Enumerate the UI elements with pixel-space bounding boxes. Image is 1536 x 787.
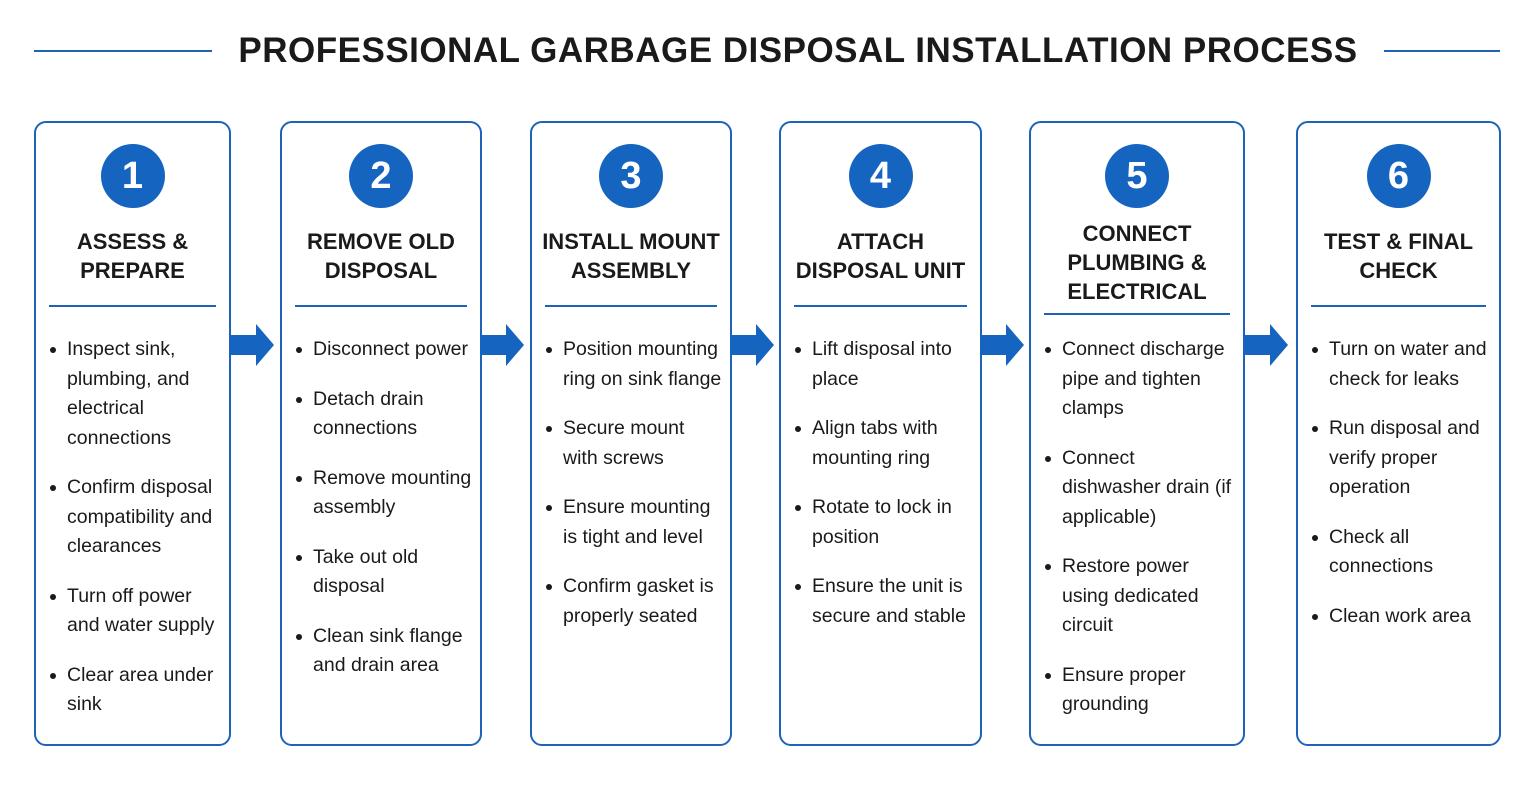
title-row bbox=[0, 28, 1536, 74]
step-heading-line: INSTALL MOUNT bbox=[542, 229, 720, 254]
step-heading-line: PLUMBING & bbox=[1067, 250, 1207, 275]
step-heading bbox=[1304, 227, 1493, 285]
step-heading-line: CHECK bbox=[1359, 258, 1438, 283]
step-item-list bbox=[544, 335, 724, 651]
step-item: Connect dishwasher drain (if applicable) bbox=[1043, 444, 1237, 533]
step-number-badge: 1 bbox=[101, 144, 165, 208]
step-item: Position mounting ring on sink flange bbox=[544, 335, 724, 394]
arrow-right-icon bbox=[980, 322, 1026, 368]
step-item: Align tabs with mounting ring bbox=[793, 414, 974, 473]
step-card-3 bbox=[530, 121, 732, 746]
step-heading bbox=[787, 227, 974, 285]
step-heading-line: TEST & FINAL bbox=[1323, 229, 1474, 254]
step-number-badge: 5 bbox=[1105, 144, 1169, 208]
step-divider bbox=[295, 305, 467, 307]
step-item-list bbox=[294, 335, 474, 701]
step-number-badge: 2 bbox=[349, 144, 413, 208]
step-card-1 bbox=[34, 121, 231, 746]
step-card-2 bbox=[280, 121, 482, 746]
step-heading-line: DISPOSAL bbox=[324, 258, 438, 283]
arrow-right-icon bbox=[230, 322, 276, 368]
step-item: Clear area under sink bbox=[48, 661, 223, 720]
step-item: Lift disposal into place bbox=[793, 335, 974, 394]
step-item: Ensure the unit is secure and stable bbox=[793, 572, 974, 631]
step-item: Turn on water and check for leaks bbox=[1310, 335, 1493, 394]
step-divider bbox=[49, 305, 216, 307]
step-item: Confirm gasket is properly seated bbox=[544, 572, 724, 631]
step-item-list bbox=[1310, 335, 1493, 651]
arrow-right-icon bbox=[1244, 322, 1290, 368]
step-number-badge: 4 bbox=[849, 144, 913, 208]
step-heading-line: ELECTRICAL bbox=[1067, 279, 1207, 304]
step-item: Confirm disposal compatibility and clearances bbox=[48, 473, 223, 562]
step-item: Restore power using dedicated circuit bbox=[1043, 552, 1237, 641]
step-item: Take out old disposal bbox=[294, 543, 474, 602]
step-item: Connect discharge pipe and tighten clamps bbox=[1043, 335, 1237, 424]
step-item: Check all connections bbox=[1310, 523, 1493, 582]
step-heading-line: ATTACH bbox=[836, 229, 925, 254]
step-item: Secure mount with screws bbox=[544, 414, 724, 473]
step-item: Detach drain connections bbox=[294, 385, 474, 444]
step-item: Rotate to lock in position bbox=[793, 493, 974, 552]
step-item-list bbox=[793, 335, 974, 651]
step-heading bbox=[1037, 219, 1237, 306]
step-number-badge: 6 bbox=[1367, 144, 1431, 208]
step-number-badge: 3 bbox=[599, 144, 663, 208]
step-heading-line: CONNECT bbox=[1082, 221, 1192, 246]
step-item: Disconnect power bbox=[294, 335, 474, 365]
step-item: Clean sink flange and drain area bbox=[294, 622, 474, 681]
step-divider bbox=[1044, 313, 1230, 315]
step-item: Clean work area bbox=[1310, 602, 1493, 632]
step-item: Ensure mounting is tight and level bbox=[544, 493, 724, 552]
step-heading-line: PREPARE bbox=[80, 258, 185, 283]
page-title: PROFESSIONAL GARBAGE DISPOSAL INSTALLATION PROCESS bbox=[238, 31, 1358, 70]
step-item: Remove mounting assembly bbox=[294, 464, 474, 523]
step-item: Turn off power and water supply bbox=[48, 582, 223, 641]
step-item: Ensure proper grounding bbox=[1043, 661, 1237, 720]
step-heading bbox=[42, 227, 223, 285]
step-card-4 bbox=[779, 121, 982, 746]
step-item-list bbox=[1043, 335, 1237, 740]
step-heading bbox=[538, 227, 724, 285]
arrow-right-icon bbox=[480, 322, 526, 368]
step-heading-line: ASSESS & bbox=[76, 229, 189, 254]
title-rule-left bbox=[34, 50, 212, 52]
step-divider bbox=[794, 305, 967, 307]
step-card-5 bbox=[1029, 121, 1245, 746]
title-rule-right bbox=[1384, 50, 1500, 52]
step-heading bbox=[288, 227, 474, 285]
step-heading-line: ASSEMBLY bbox=[570, 258, 692, 283]
step-heading-line: DISPOSAL UNIT bbox=[795, 258, 966, 283]
arrow-right-icon bbox=[730, 322, 776, 368]
step-divider bbox=[545, 305, 717, 307]
step-divider bbox=[1311, 305, 1486, 307]
step-heading-line: REMOVE OLD bbox=[307, 229, 455, 254]
step-item-list bbox=[48, 335, 223, 740]
step-item: Run disposal and verify proper operation bbox=[1310, 414, 1493, 503]
step-item: Inspect sink, plumbing, and electrical connections bbox=[48, 335, 223, 453]
step-card-6 bbox=[1296, 121, 1501, 746]
